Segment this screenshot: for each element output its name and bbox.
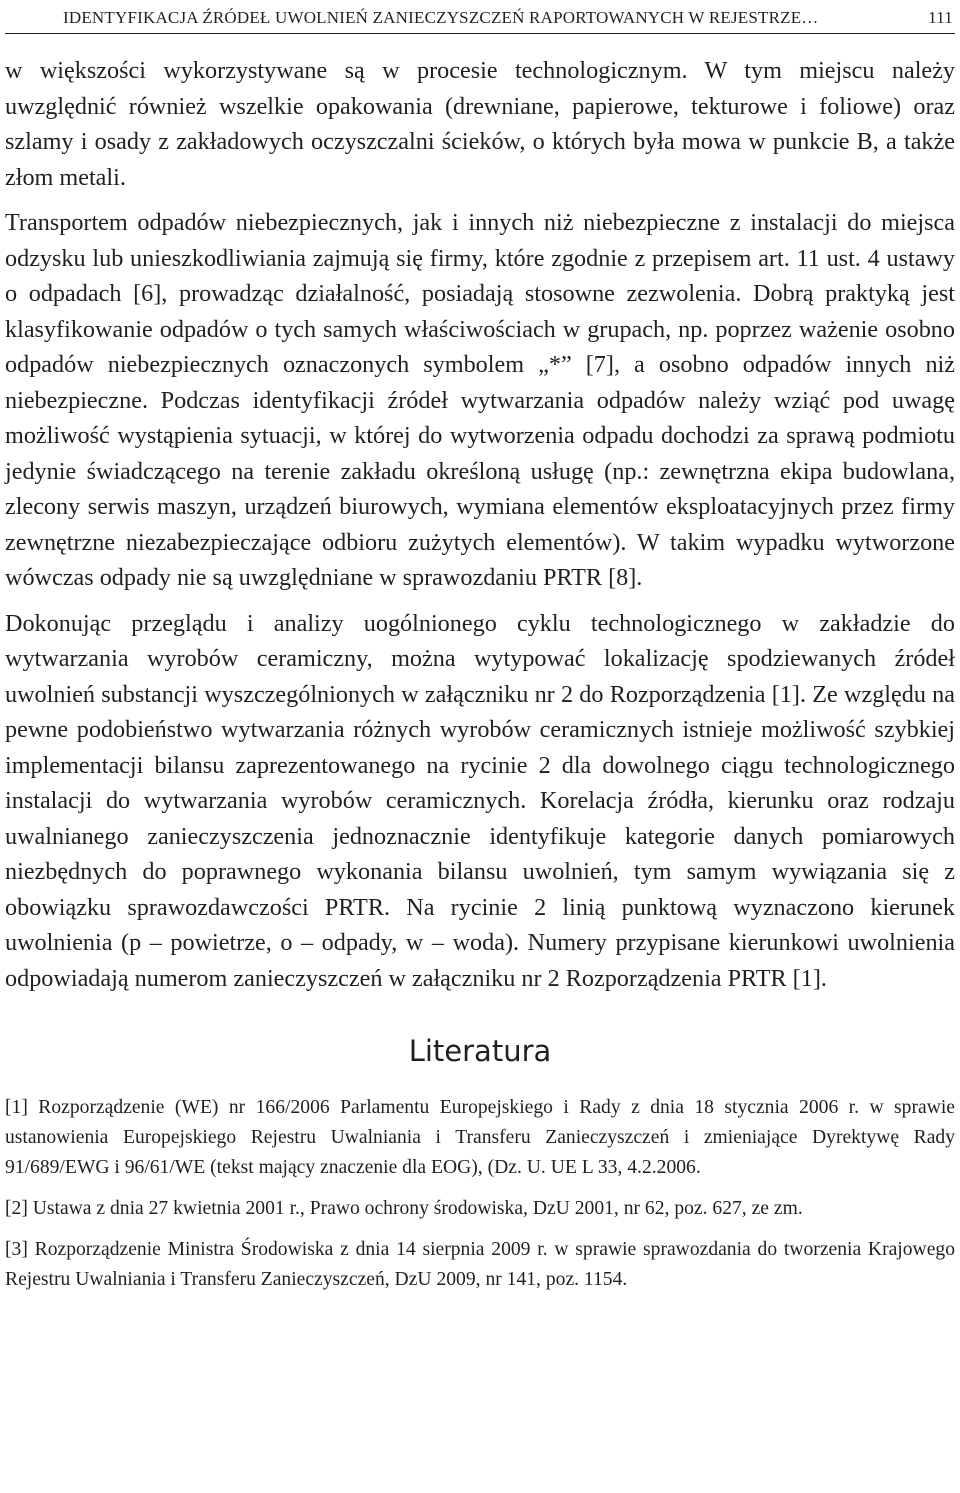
running-title: IDENTYFIKACJA ŹRÓDEŁ UWOLNIEŃ ZANIECZYSZCZEŃ RAPORTOWANYCH W REJESTRZE…	[63, 8, 819, 27]
reference-item-1: [1] Rozporządzenie (WE) nr 166/2006 Parlamentu Europejskiego i Rady z dnia 18 stycznia 2006 r. w sprawie ustanowienia Europejskiego Rejestru Uwalniania i Transferu Zanieczyszczeń i zmieniające Dyrektywę Rady 91/689/EWG i 96/61/WE (tekst mający znaczenie dla EOG), (Dz. U. UE L 33, 4.2.2006.	[5, 1097, 955, 1178]
reference-item-3: [3] Rozporządzenie Ministra Środowiska z dnia 14 sierpnia 2009 r. w sprawie sprawozdania do tworzenia Krajowego Rejestru Uwalniania i Transferu Zanieczyszczeń, DzU 2009, nr 141, poz. 1154.	[5, 1239, 955, 1290]
running-header	[5, 0, 955, 34]
literature-heading: Literatura	[408, 1034, 552, 1068]
body-text	[5, 53, 955, 996]
page-number: 111	[928, 8, 953, 27]
paragraph-3: Dokonując przeglądu i analizy uogólnionego cyklu technologicznego w zakładzie do wytwarzania wyrobów ceramiczny, można wytypować lokalizację spodziewanych źródeł uwolnień substancji wyszczególnionych w załączniku nr 2 do Rozporządzenia [1]. Ze względu na pewne podobieństwo wytwarzania różnych wyrobów ceramicznych istnieje możliwość szybkiej implementacji bilansu zaprezentowanego na rycinie 2 dla dowolnego ciągu technologicznego instalacji do wytwarzania wyrobów ceramicznych. Korelacja źródła, kierunku oraz rodzaju uwalnianego zanieczyszczenia jednoznacznie identyfikuje kategorie danych pomiarowych niezbędnych do poprawnego wykonania bilansu uwolnień, tym samym wywiązania się z obowiązku sprawozdawczości PRTR. Na rycinie 2 linią punktową wyznaczono kierunek uwolnienia (p – powietrze, o – odpady, w – woda). Numery przypisane kierunkowi uwolnienia odpowiadają numerom zanieczyszczeń w załączniku nr 2 Rozporządzenia PRTR [1].	[5, 609, 955, 992]
reference-list	[5, 1093, 955, 1295]
paragraph-2: Transportem odpadów niebezpiecznych, jak i innych niż niebezpieczne z instalacji do miejsca odzysku lub unieszkodliwiania zajmują się firmy, które zgodnie z przepisem art. 11 ust. 4 ustawy o odpadach [6], prowadząc działalność, posiadają stosowne zezwolenia. Dobrą praktyką jest klasyfikowanie odpadów o tych samych właściwościach w grupach, np. poprzez ważenie osobno odpadów niebezpiecznych oznaczonych symbolem „*” [7], a osobno odpadów innych niż niebezpieczne. Podczas identyfikacji źródeł wytwarzania odpadów należy wziąć pod uwagę możliwość wystąpienia sytuacji, w której do wytworzenia odpadu dochodzi za sprawą podmiotu jedynie świadczącego na terenie zakładu określoną usługę (np.: zewnętrzna ekipa budowlana, zlecony serwis maszyn, urządzeń biurowych, wymiana elementów eksploatacyjnych przez firmy zewnętrzne niezabezpieczające odbioru zużytych elementów). W takim wypadku wytworzone wówczas odpady nie są uwzględniane w sprawozdaniu PRTR [8].	[5, 209, 955, 591]
reference-item-2: [2] Ustawa z dnia 27 kwietnia 2001 r., Prawo ochrony środowiska, DzU 2001, nr 62, poz. 627, ze zm.	[5, 1198, 803, 1219]
paragraph-1: w większości wykorzystywane są w procesie technologicznym. W tym miejscu należy uwzględnić również wszelkie opakowania (drewniane, papierowe, tekturowe i foliowe) oraz szlamy i osady z zakładowych oczyszczalni ścieków, o których była mowa w punkcie B, a także złom metali.	[5, 57, 955, 191]
